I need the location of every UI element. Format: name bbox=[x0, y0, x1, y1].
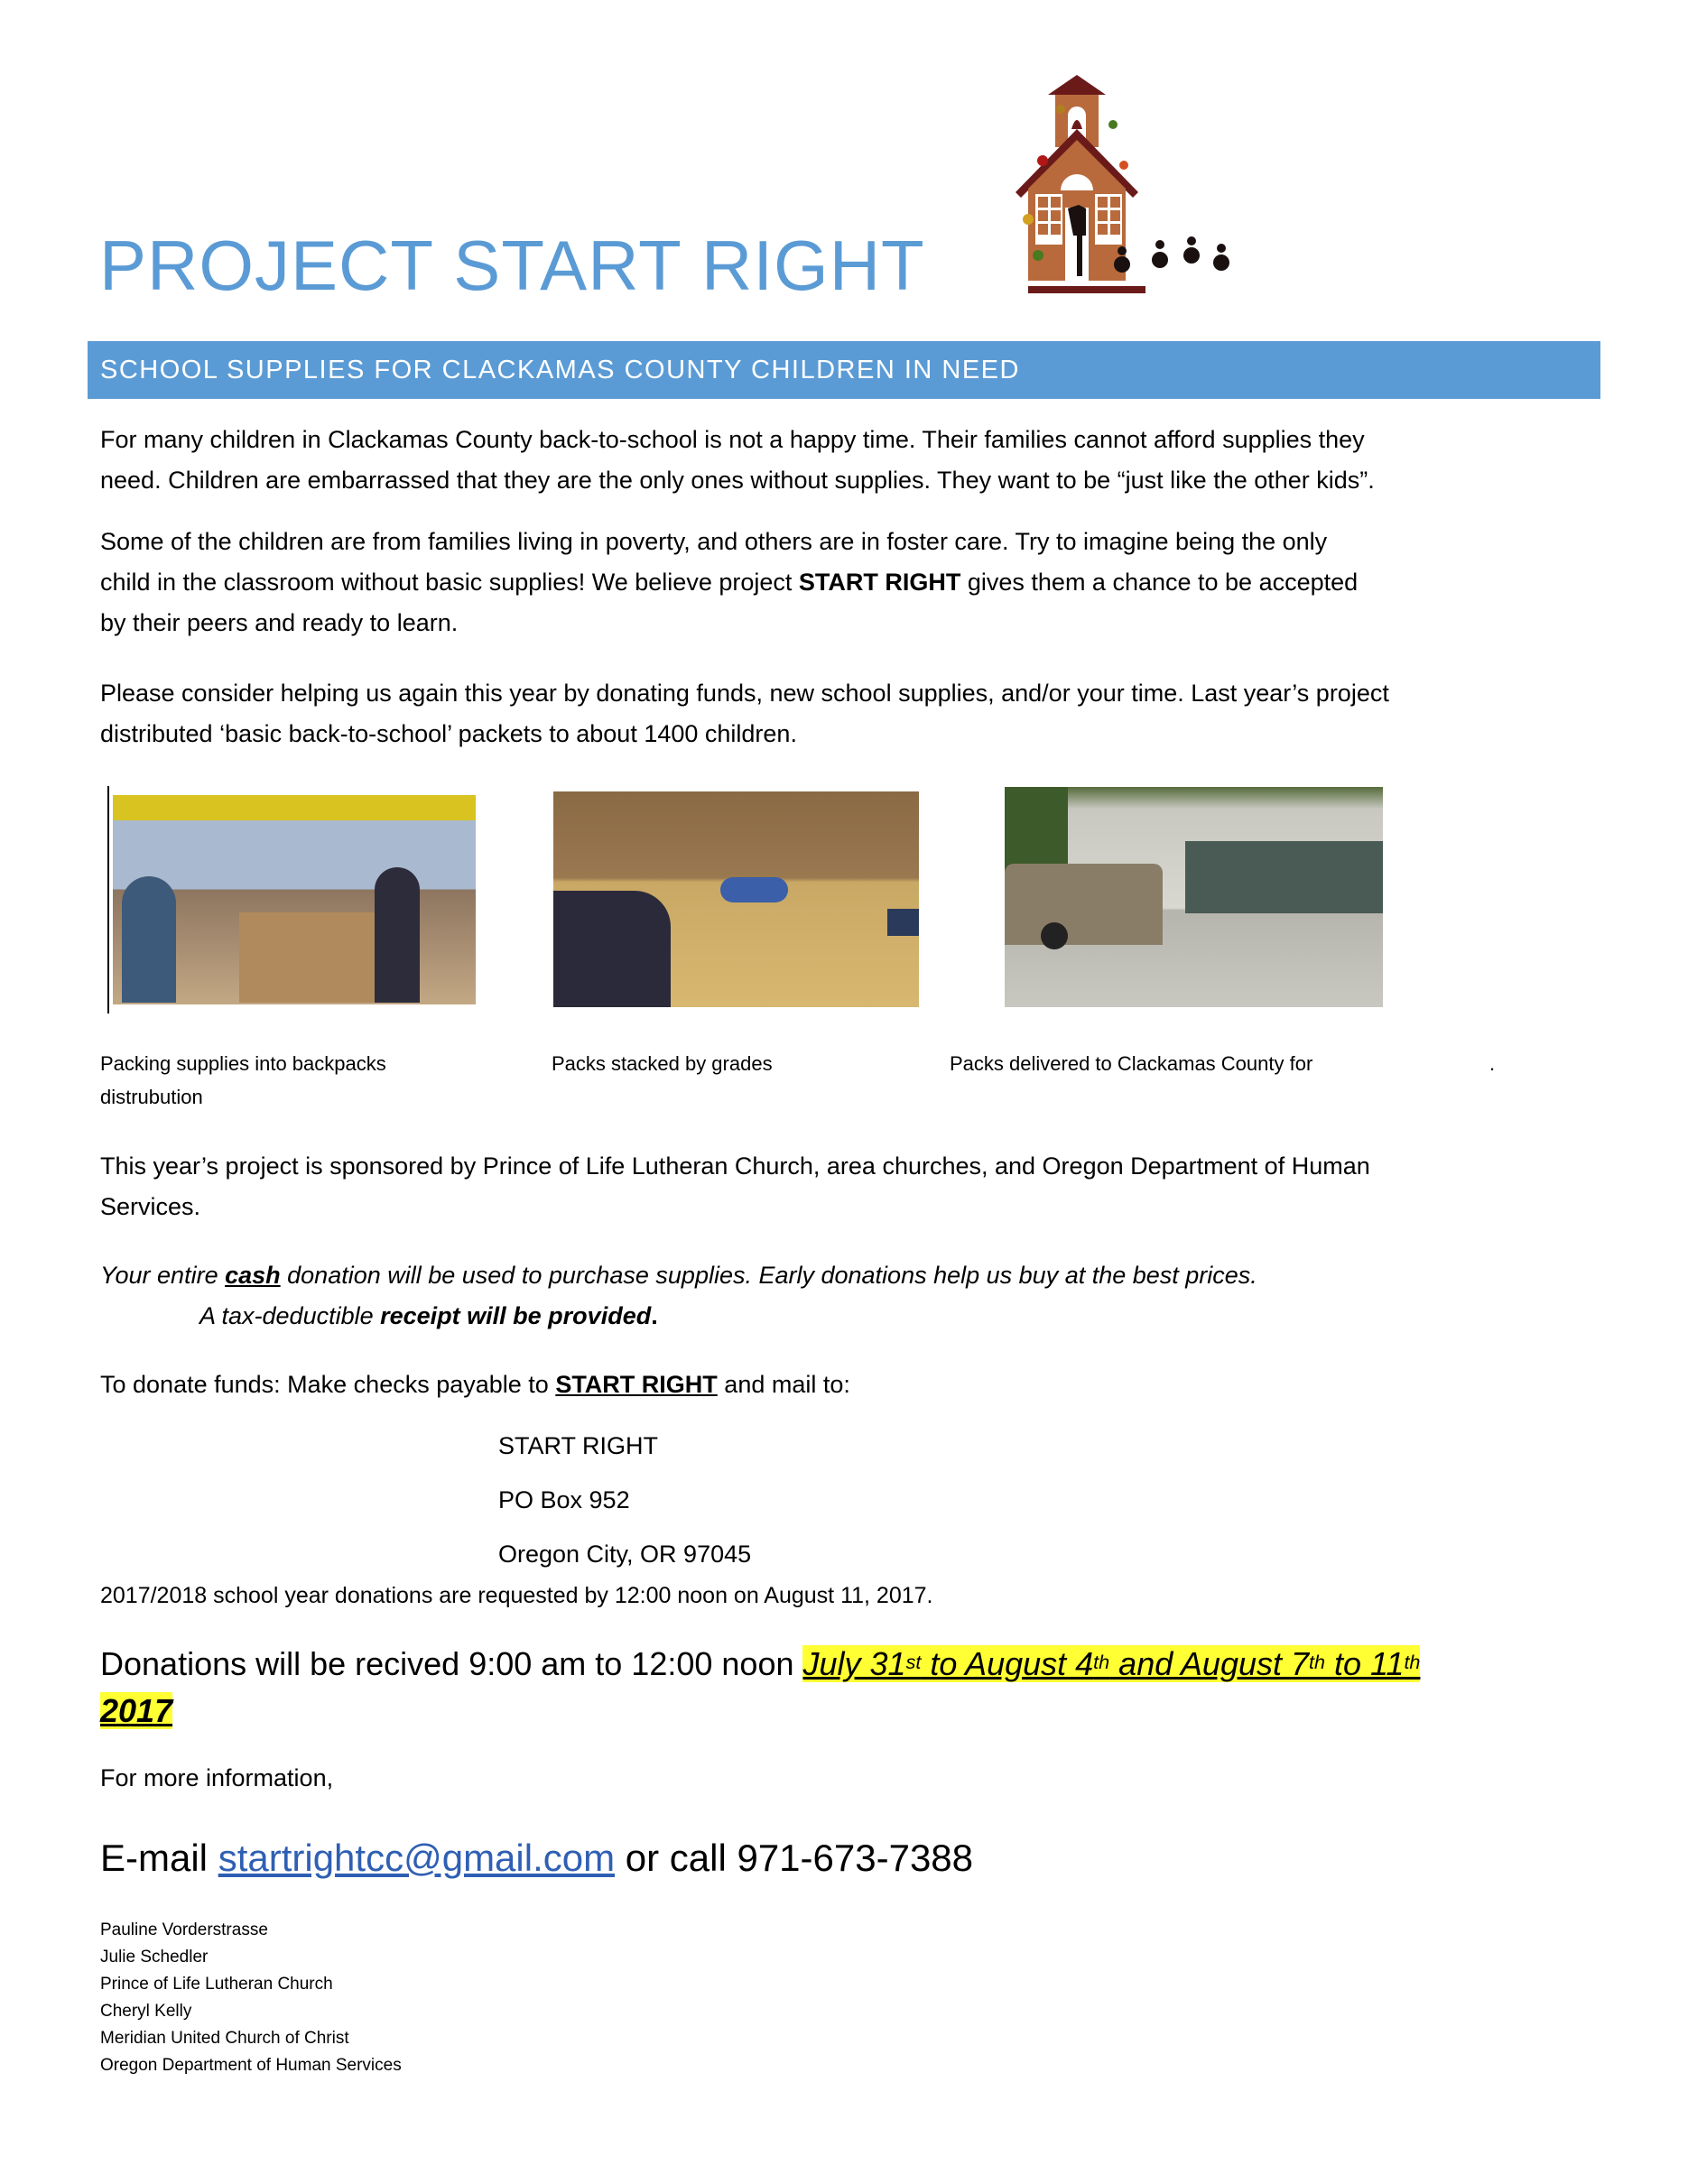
page-title: PROJECT START RIGHT bbox=[99, 226, 925, 305]
more-info-label: For more information, bbox=[100, 1764, 334, 1791]
subtitle-text: SCHOOL SUPPLIES FOR CLACKAMAS COUNTY CHILDREN IN NEED bbox=[100, 356, 1020, 384]
signature-item: Julie Schedler bbox=[100, 1948, 209, 1967]
photo-caption-1: Packing supplies into backpacks distrubution bbox=[100, 1052, 386, 1108]
signature-item: Prince of Life Lutheran Church bbox=[100, 1975, 333, 1994]
donate-instructions: To donate funds: Make checks payable to START RIGHT and mail to: bbox=[100, 1371, 850, 1398]
photo-divider-line bbox=[107, 786, 109, 1013]
intro-p1-line2: need. Children are embarrassed that they are the only ones without supplies. They want to be “just like the other kids”. bbox=[100, 467, 1375, 494]
subtitle-banner bbox=[88, 341, 1600, 399]
intro-p3-line1: Please consider helping us again this year by donating funds, new school supplies, and/or your time. Last year’s project bbox=[100, 680, 1389, 707]
start-right-emphasis: START RIGHT bbox=[798, 569, 961, 596]
contact-line: E-mail startrightcc@gmail.com or call 971-673-7388 bbox=[100, 1837, 974, 1879]
photo-caption-2: Packs stacked by grades bbox=[552, 1052, 773, 1075]
cash-donation-note: Your entire cash donation will be used to purchase supplies. Early donations help us buy at the best prices. A tax-deductible receipt will be provided. bbox=[100, 1262, 1257, 1329]
intro-paragraph-1 bbox=[100, 420, 1617, 501]
photo-caption-3-trailing: . bbox=[1489, 1052, 1496, 1075]
address-line-3: Oregon City, OR 97045 bbox=[498, 1541, 752, 1568]
signature-item: Pauline Vorderstrasse bbox=[100, 1920, 268, 1939]
receiving-dates-highlight: July 31st to August 4th and August 7th to 11th bbox=[802, 1645, 1421, 1682]
phone-number: 971-673-7388 bbox=[737, 1837, 974, 1879]
intro-p2-line1: Some of the children are from families living in poverty, and others are in foster care. Try to imagine being the only bbox=[100, 528, 1328, 555]
photo-packing-supplies bbox=[113, 795, 476, 1004]
intro-p2-line3: by their peers and ready to learn. bbox=[100, 609, 459, 636]
intro-p1-line1: For many children in Clackamas County back-to-school is not a happy time. Their families cannot afford supplies they bbox=[100, 426, 1365, 453]
receipt-emphasis: receipt will be provided bbox=[380, 1302, 652, 1329]
signature-item: Oregon Department of Human Services bbox=[100, 2056, 402, 2075]
address-line-1: START RIGHT bbox=[498, 1432, 659, 1459]
receiving-year: 2017 bbox=[100, 1692, 173, 1729]
intro-p2-line2: child in the classroom without basic supplies! We believe project START RIGHT gives them a chance to be accepted bbox=[100, 569, 1359, 596]
schoolhouse-logo-icon bbox=[1016, 75, 1286, 299]
email-link[interactable]: startrightcc@gmail.com bbox=[218, 1837, 616, 1879]
sponsor-paragraph: This year’s project is sponsored by Prince of Life Lutheran Church, area churches, and Oregon Department of Human Services. bbox=[100, 1152, 1370, 1220]
photo-packs-delivered bbox=[1005, 787, 1383, 1007]
receiving-hours: Donations will be recived 9:00 am to 12:00 noon July 31st to August 4th and August 7th to 11th 2017 bbox=[100, 1645, 1421, 1729]
address-line-2: PO Box 952 bbox=[498, 1486, 630, 1513]
payee-name: START RIGHT bbox=[555, 1371, 718, 1398]
photo-caption-3: Packs delivered to Clackamas County for bbox=[950, 1052, 1313, 1075]
intro-paragraph-3 bbox=[100, 673, 1617, 754]
donation-deadline: 2017/2018 school year donations are requested by 12:00 noon on August 11, 2017. bbox=[100, 1583, 933, 1608]
signature-item: Cheryl Kelly bbox=[100, 2002, 192, 2021]
photo-packs-stacked bbox=[553, 791, 919, 1007]
signature-list bbox=[100, 1917, 402, 2079]
intro-p3-line2: distributed ‘basic back-to-school’ packets to about 1400 children. bbox=[100, 720, 797, 747]
cash-emphasis: cash bbox=[225, 1262, 281, 1289]
mailing-address bbox=[498, 1419, 1040, 1581]
intro-paragraph-2 bbox=[100, 522, 1617, 643]
signature-item: Meridian United Church of Christ bbox=[100, 2029, 349, 2048]
